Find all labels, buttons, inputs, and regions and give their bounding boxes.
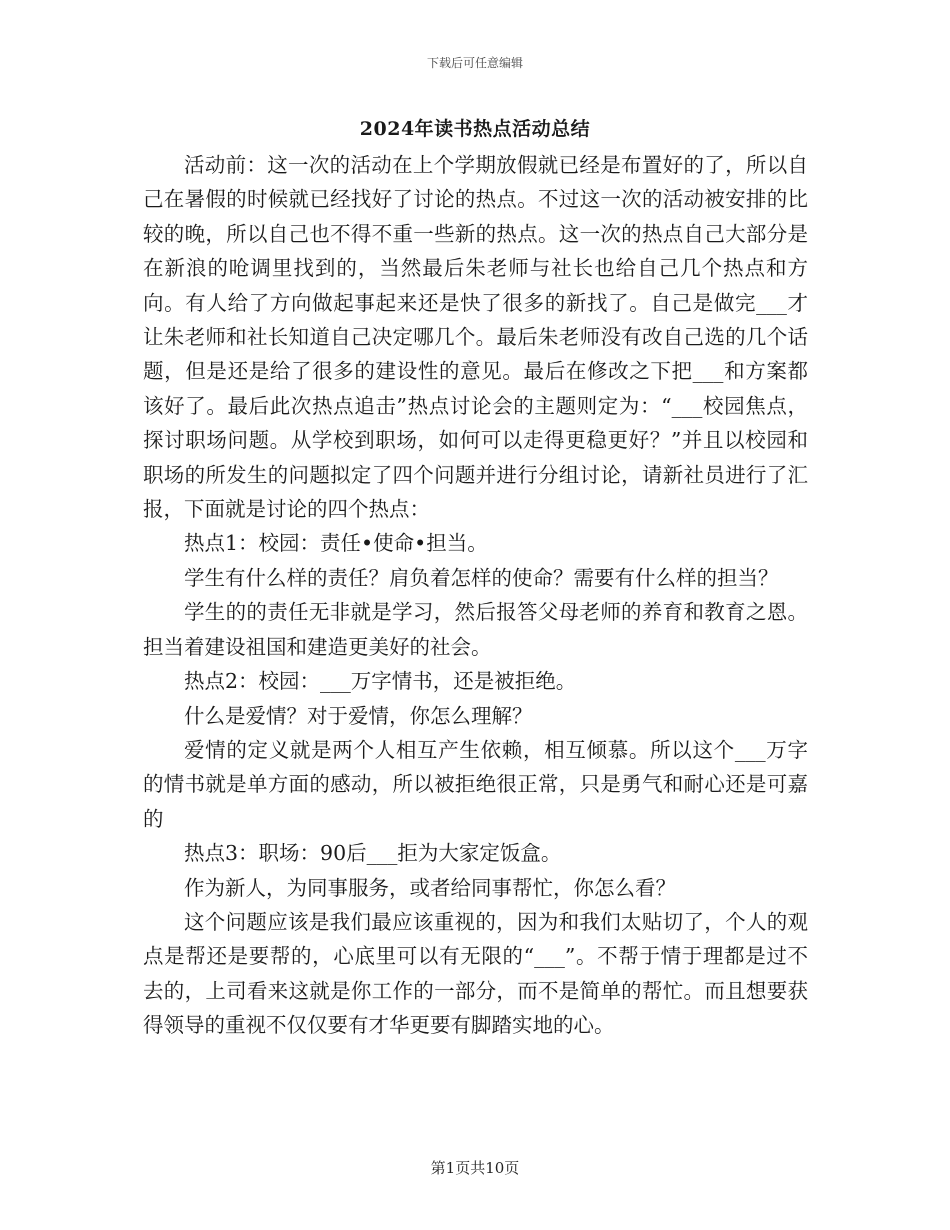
- paragraph-hotspot-1-question: 学生有什么样的责任？肩负着怎样的使命？需要有什么样的担当？: [184, 565, 779, 590]
- paragraph-hotspot-1-heading: 热点1：校园：责任•使命•担当。: [184, 531, 488, 556]
- paragraph-hotspot-2-question: 什么是爱情？对于爱情，你怎么理解？: [184, 703, 533, 728]
- paragraph-hotspot-2-heading: 热点2：校园：___万字情书，还是被拒绝。: [184, 669, 577, 694]
- page-header: 下载后可任意编辑: [426, 56, 523, 70]
- document-title: 2024年读书热点活动总结: [359, 118, 591, 140]
- paragraph-hotspot-3-answer: 这个问题应该是我们最应该重视的，因为和我们太贴切了，个人的观点是帮还是要帮的，心底里可以有无限的“___”。不帮于情于理都是过不去的，上司看来这就是你工作的一部分，而不是简单的帮忙。而且想要获得领导的重视不仅仅要有才华更要有脚踏实地的心。: [143, 909, 808, 1038]
- paragraph-hotspot-3-question: 作为新人，为同事服务，或者给同事帮忙，你怎么看？: [184, 875, 676, 900]
- paragraph-intro: 活动前：这一次的活动在上个学期放假就已经是布置好的了，所以自己在暑假的时候就已经找好了讨论的热点。不过这一次的活动被安排的比较的晚，所以自己也不得不重一些新的热点。这一次的热点自己大部分是在新浪的呛调里找到的，当然最后朱老师与社长也给自己几个热点和方向。有人给了方向做起事起来还是快了很多的新找了。自己是做完___才让朱老师和社长知道自己决定哪几个。最后朱老师没有改自己选的几个话题，但是还是给了很多的建设性的意见。最后在修改之下把___和方案都该好了。最后此次热点追击”热点讨论会的主题则定为：“___校园焦点，探讨职场问题。从学校到职场，如何可以走得更稳更好？”并且以校园和职场的所发生的问题拟定了四个问题并进行分组讨论，请新社员进行了汇报，下面就是讨论的四个热点：: [143, 153, 808, 522]
- paragraph-hotspot-1-answer: 学生的的责任无非就是学习，然后报答父母老师的养育和教育之恩。担当着建设祖国和建造更美好的社会。: [143, 600, 808, 659]
- page-footer: 第1页共10页: [430, 1159, 520, 1177]
- paragraph-hotspot-3-heading: 热点3：职场：90后___拒为大家定饭盒。: [184, 841, 562, 866]
- document-body: [143, 148, 808, 1043]
- paragraph-hotspot-2-answer: 爱情的定义就是两个人相互产生依赖，相互倾慕。所以这个___万字的情书就是单方面的感动，所以被拒绝很正常，只是勇气和耐心还是可嘉的: [143, 737, 808, 831]
